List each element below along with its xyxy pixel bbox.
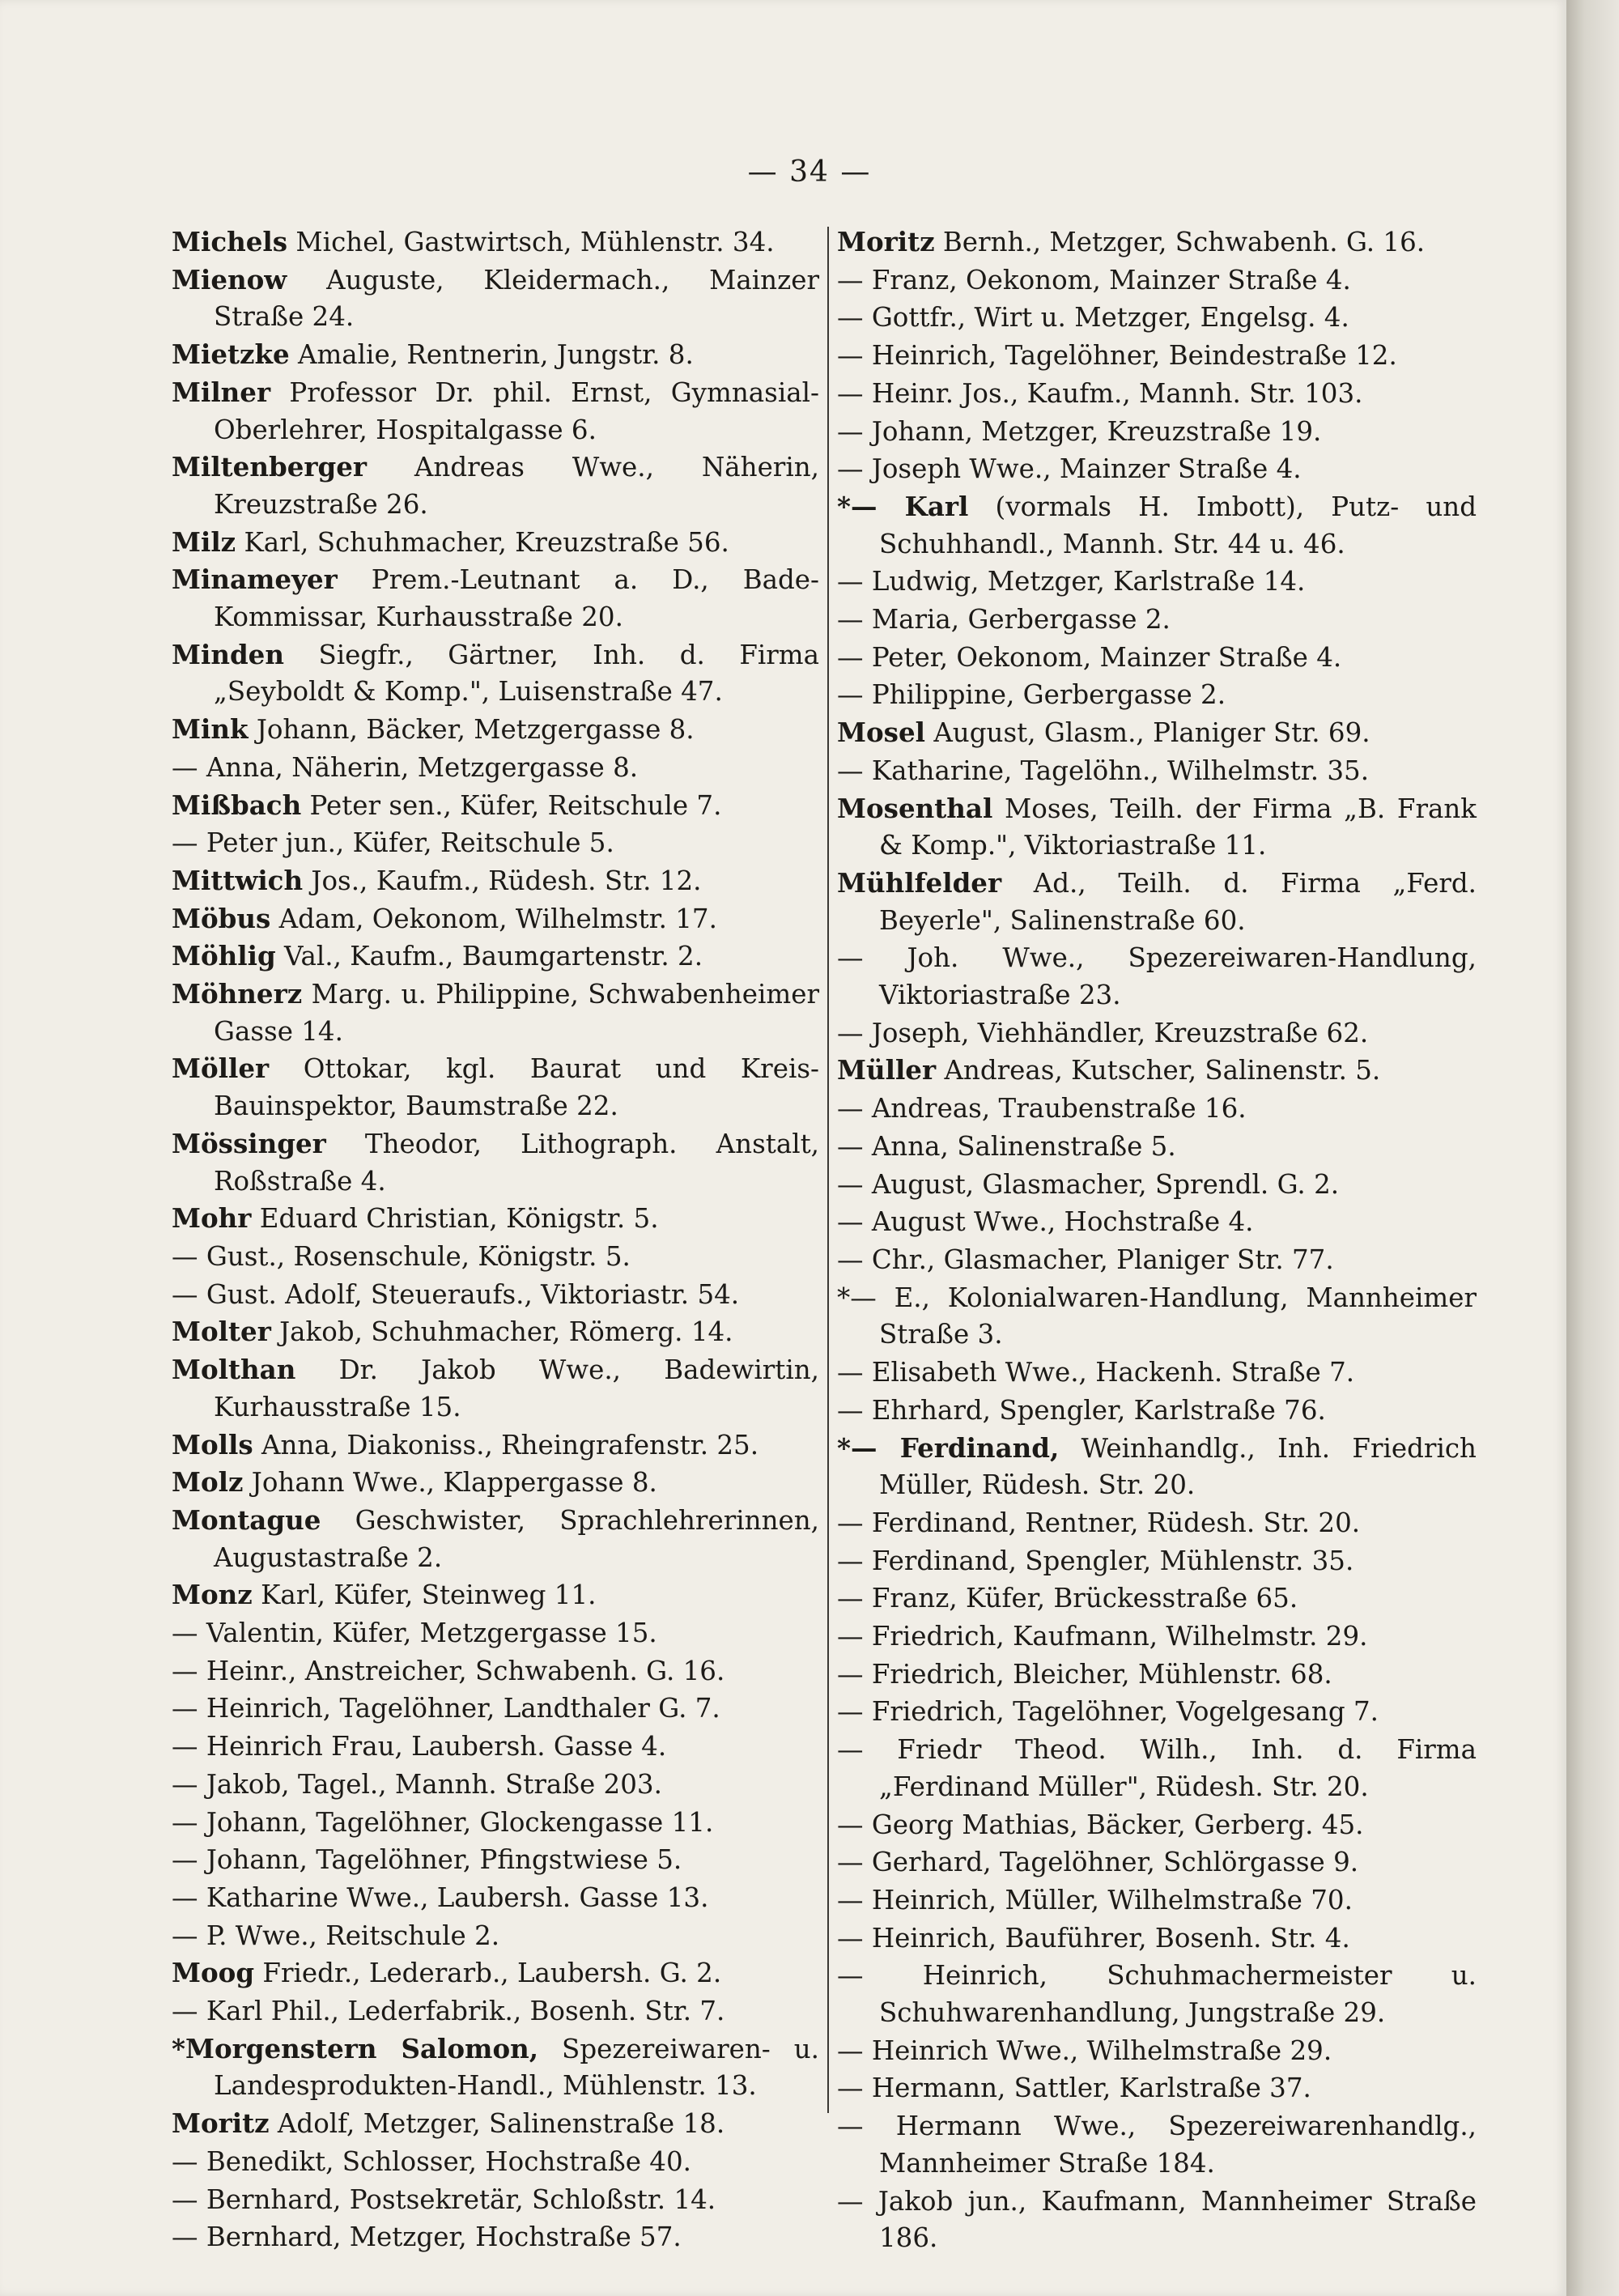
entry-details: Jakob, Schuhmacher, Römerg. 14.: [270, 1316, 733, 1348]
page-edge: [1566, 0, 1619, 2296]
entry-details: — Peter jun., Küfer, Reitschule 5.: [172, 827, 614, 859]
directory-entry: [172, 900, 819, 938]
directory-entry: [837, 1920, 1477, 1958]
entry-details: Andreas, Kutscher, Salinenstr. 5.: [936, 1055, 1381, 1086]
directory-entry: [837, 223, 1477, 261]
directory-entry: [837, 450, 1477, 488]
directory-entry: [837, 1618, 1477, 1656]
directory-entry: [172, 1766, 819, 1804]
directory-entry: [172, 976, 819, 1050]
entry-details: — Anna, Näherin, Metzgergasse 8.: [172, 751, 639, 783]
directory-entry: [172, 1351, 819, 1426]
entry-details: — Heinrich, Tagelöhner, Landthaler G. 7.: [172, 1693, 720, 1724]
entry-surname: Milner: [172, 376, 271, 408]
directory-entry: [837, 1052, 1477, 1090]
directory-entry: [837, 1693, 1477, 1731]
entry-details: — Gust. Adolf, Steueraufs., Viktoriastr. 54.: [172, 1278, 740, 1310]
entry-details: — Katharine Wwe., Laubersh. Gasse 13.: [172, 1881, 709, 1913]
entry-details: — Ferdinand, Spengler, Mühlenstr. 35.: [837, 1545, 1354, 1576]
directory-entry: [172, 1728, 819, 1766]
directory-entry: [172, 2143, 819, 2181]
entry-details: — Heinrich Wwe., Wilhelmstraße 29.: [837, 2035, 1332, 2066]
directory-entry: [172, 1576, 819, 1614]
entry-details: — Joseph, Viehhändler, Kreuzstraße 62.: [837, 1017, 1369, 1048]
directory-entry: [172, 1690, 819, 1728]
entry-details: Moses, Teilh. der Firma „B. Frank & Komp.", Viktoriastraße 11.: [879, 793, 1477, 861]
directory-entry: [837, 790, 1477, 865]
directory-entry: [172, 561, 819, 636]
entry-details: — Joseph Wwe., Mainzer Straße 4.: [837, 453, 1302, 485]
entry-details: — Karl Phil., Lederfabrik., Bosenh. Str. 7.: [172, 1996, 725, 2027]
directory-entry: [837, 1014, 1477, 1052]
entry-surname: *— Karl: [837, 490, 969, 522]
entry-details: Ottokar, kgl. Baurat und Kreis-Bauinspektor, Baumstraße 22.: [214, 1053, 819, 1122]
entry-surname: Moritz: [172, 2107, 270, 2140]
entry-details: — Andreas, Traubenstraße 16.: [837, 1093, 1247, 1125]
entry-details: — Heinrich, Müller, Wilhelmstraße 70.: [837, 1884, 1353, 1915]
directory-entry: [837, 1203, 1477, 1241]
entry-details: — Hermann Wwe., Spezereiwarenhandlg., Mannheimer Straße 184.: [837, 2111, 1477, 2179]
entry-details: — Bernhard, Postsekretär, Schloßstr. 14.: [172, 2183, 716, 2215]
entry-details: — Heinrich, Tagelöhner, Beindestraße 12.: [837, 340, 1397, 372]
directory-entry: [172, 261, 819, 336]
entry-details: — August Wwe., Hochstraße 4.: [837, 1206, 1254, 1238]
entry-details: — Maria, Gerbergasse 2.: [837, 604, 1171, 636]
entry-details: — Jakob jun., Kaufmann, Mannheimer Straße 186.: [837, 2185, 1477, 2254]
directory-entry: [837, 1504, 1477, 1542]
entry-details: — Johann, Tagelöhner, Glockengasse 11.: [172, 1806, 714, 1838]
entry-details: — Chr., Glasmacher, Planiger Str. 77.: [837, 1244, 1334, 1275]
entry-details: — Heinrich, Schuhmachermeister u. Schuhwarenhandlung, Jungstraße 29.: [837, 1960, 1477, 2029]
entry-details: Geschwister, Sprachlehrerinnen, Augustastraße 2.: [214, 1504, 819, 1573]
entry-details: Karl, Schuhmacher, Kreuzstraße 56.: [236, 526, 729, 558]
directory-entry: [172, 749, 819, 787]
entry-details: Prem.-Leutnant a. D., Bade-Kommissar, Kurhausstraße 20.: [214, 564, 819, 633]
entry-surname: *Morgenstern Salomon,: [172, 2032, 539, 2064]
directory-entry: [837, 488, 1477, 563]
entry-details: — Joh. Wwe., Spezereiwaren-Handlung, Viktoriastraße 23.: [837, 942, 1477, 1011]
entry-surname: Moritz: [837, 226, 935, 257]
left-column: [172, 223, 819, 2256]
entry-details: — Heinrich Frau, Laubersh. Gasse 4.: [172, 1731, 667, 1762]
entry-details: Michel, Gastwirtsch, Mühlenstr. 34.: [287, 227, 775, 257]
entry-surname: Montague: [172, 1503, 321, 1536]
entry-surname: Miltenberger: [172, 451, 368, 483]
directory-entry: [172, 1804, 819, 1842]
directory-entry: [172, 2105, 819, 2143]
directory-entry: [172, 524, 819, 562]
entry-details: Amalie, Rentnerin, Jungstr. 8.: [289, 339, 694, 371]
entry-details: — Ludwig, Metzger, Karlstraße 14.: [837, 566, 1306, 597]
directory-entry: [172, 1652, 819, 1690]
directory-entry: [837, 1128, 1477, 1166]
right-column: [837, 223, 1477, 2257]
entry-details: Weinhandlg., Inh. Friedrich Müller, Rüdesh. Str. 20.: [879, 1432, 1477, 1501]
directory-entry: [837, 1806, 1477, 1844]
entry-details: Eduard Christian, Königstr. 5.: [251, 1203, 659, 1235]
entry-details: — Ehrhard, Spengler, Karlstraße 76.: [837, 1394, 1326, 1426]
entry-details: August, Glasm., Planiger Str. 69.: [924, 717, 1370, 749]
entry-details: Karl, Küfer, Steinweg 11.: [252, 1580, 597, 1611]
entry-details: — Peter, Oekonom, Mainzer Straße 4.: [837, 641, 1342, 673]
page-number: — 34 —: [747, 155, 872, 189]
entry-surname: Möller: [172, 1052, 270, 1085]
directory-entry: [837, 939, 1477, 1014]
directory-entry: [837, 2032, 1477, 2070]
directory-entry: [172, 636, 819, 711]
directory-entry: [172, 374, 819, 449]
directory-entry: [837, 1241, 1477, 1279]
entry-surname: Müller: [837, 1054, 937, 1086]
entry-details: — Johann, Metzger, Kreuzstraße 19.: [837, 415, 1322, 447]
directory-entry: [837, 563, 1477, 601]
directory-entry: [172, 1200, 819, 1238]
directory-entry: [837, 261, 1477, 300]
directory-entry: [837, 2069, 1477, 2107]
entry-details: Auguste, Kleidermach., Mainzer Straße 24.: [214, 264, 819, 333]
directory-entry: [172, 824, 819, 862]
entry-details: — Heinr., Anstreicher, Schwabenh. G. 16.: [172, 1655, 725, 1686]
directory-entry: [172, 2181, 819, 2219]
directory-entry: [837, 1430, 1477, 1504]
directory-entry: [837, 1090, 1477, 1128]
directory-entry: [837, 1166, 1477, 1204]
directory-entry: [837, 1580, 1477, 1618]
entry-details: — Katharine, Tagelöhn., Wilhelmstr. 35.: [837, 755, 1370, 786]
directory-entry: [172, 1992, 819, 2030]
entry-details: — Franz, Küfer, Brückesstraße 65.: [837, 1583, 1298, 1614]
entry-surname: Mienow: [172, 263, 287, 296]
entry-surname: Moog: [172, 1957, 255, 1989]
directory-entry: [837, 1731, 1477, 1805]
entry-surname: Mühlfelder: [837, 866, 1002, 899]
directory-entry: [837, 2183, 1477, 2257]
entry-surname: Monz: [172, 1579, 253, 1611]
directory-entry: [837, 676, 1477, 714]
entry-details: — Philippine, Gerbergasse 2.: [837, 679, 1226, 711]
directory-entry: [837, 1843, 1477, 1881]
directory-entry: [172, 1879, 819, 1917]
entry-details: Peter sen., Küfer, Reitschule 7.: [301, 789, 722, 821]
entry-details: Marg. u. Philippine, Schwabenheimer Gasse 14.: [214, 979, 819, 1047]
entry-surname: Milz: [172, 525, 236, 558]
directory-entry: [172, 1125, 819, 1200]
directory-entry: [172, 1238, 819, 1276]
directory-entry: [837, 752, 1477, 790]
directory-entry: [172, 1502, 819, 1576]
directory-entry: [837, 1656, 1477, 1694]
entry-details: — Friedrich, Kaufmann, Wilhelmstr. 29.: [837, 1621, 1368, 1652]
entry-details: Friedr., Lederarb., Laubersh. G. 2.: [254, 1958, 722, 1989]
entry-details: Ad., Teilh. d. Firma „Ferd. Beyerle", Salinenstraße 60.: [879, 867, 1477, 936]
entry-details: Andreas Wwe., Näherin, Kreuzstraße 26.: [214, 452, 819, 520]
entry-surname: Mink: [172, 713, 249, 746]
entry-details: — Johann, Tagelöhner, Pfingstwiese 5.: [172, 1844, 682, 1876]
entry-details: — Jakob, Tagel., Mannh. Straße 203.: [172, 1768, 662, 1800]
entry-surname: Möhnerz: [172, 978, 303, 1010]
entry-surname: Molz: [172, 1466, 244, 1499]
directory-entry: [172, 711, 819, 749]
directory-entry: [837, 601, 1477, 639]
directory-entry: [172, 449, 819, 523]
directory-entry: [172, 336, 819, 374]
directory-entry: [837, 865, 1477, 939]
directory-entry: [172, 1954, 819, 1992]
directory-entry: [172, 938, 819, 976]
entry-details: Dr. Jakob Wwe., Badewirtin, Kurhausstraße 15.: [214, 1354, 819, 1422]
entry-surname: Mohr: [172, 1202, 252, 1235]
directory-entry: [172, 1841, 819, 1879]
directory-entry: [172, 862, 819, 900]
entry-details: — Georg Mathias, Bäcker, Gerberg. 45.: [837, 1809, 1364, 1840]
directory-entry: [837, 1957, 1477, 2031]
entry-details: *— E., Kolonialwaren-Handlung, Mannheimer Straße 3.: [837, 1282, 1477, 1350]
directory-entry: [172, 1614, 819, 1652]
directory-entry: [837, 375, 1477, 413]
directory-entry: [837, 1354, 1477, 1392]
directory-entry: [837, 1392, 1477, 1430]
entry-details: (vormals H. Imbott), Putz- und Schuhhandl., Mannh. Str. 44 u. 46.: [879, 491, 1477, 559]
entry-details: — Heinr. Jos., Kaufm., Mannh. Str. 103.: [837, 377, 1363, 409]
entry-surname: Minameyer: [172, 563, 338, 596]
entry-surname: Mittwich: [172, 864, 304, 896]
directory-entry: [837, 639, 1477, 677]
directory-entry: [837, 299, 1477, 337]
directory-entry: [172, 2030, 819, 2105]
entry-details: — August, Glasmacher, Sprendl. G. 2.: [837, 1168, 1340, 1200]
entry-surname: Minden: [172, 638, 284, 670]
entry-surname: Möhlig: [172, 940, 276, 972]
entry-details: Johann, Bäcker, Metzgergasse 8.: [248, 714, 695, 746]
entry-details: Johann Wwe., Klappergasse 8.: [243, 1467, 657, 1499]
entry-details: — Friedrich, Tagelöhner, Vogelgesang 7.: [837, 1696, 1379, 1728]
entry-details: — Anna, Salinenstraße 5.: [837, 1130, 1176, 1162]
entry-surname: Mosel: [837, 716, 925, 749]
directory-entry: [837, 1542, 1477, 1580]
entry-surname: Michels: [172, 226, 288, 257]
directory-entry: [837, 1881, 1477, 1920]
directory-entry: [172, 223, 819, 261]
entry-surname: Mißbach: [172, 789, 302, 821]
entry-details: — Gerhard, Tagelöhner, Schlörgasse 9.: [837, 1847, 1359, 1878]
entry-details: — Benedikt, Schlosser, Hochstraße 40.: [172, 2145, 691, 2177]
entry-details: — Hermann, Sattler, Karlstraße 37.: [837, 2073, 1311, 2104]
entry-surname: Möbus: [172, 902, 271, 934]
entry-details: — Friedr Theod. Wilh., Inh. d. Firma „Ferdinand Müller", Rüdesh. Str. 20.: [837, 1734, 1477, 1802]
entry-surname: Molthan: [172, 1354, 296, 1386]
entry-surname: Molls: [172, 1428, 253, 1461]
entry-details: — Ferdinand, Rentner, Rüdesh. Str. 20.: [837, 1507, 1361, 1538]
directory-entry: [837, 413, 1477, 451]
entry-details: — Friedrich, Bleicher, Mühlenstr. 68.: [837, 1658, 1332, 1690]
entry-details: Professor Dr. phil. Ernst, Gymnasial-Oberlehrer, Hospitalgasse 6.: [214, 376, 819, 445]
entry-details: Spezereiwaren- u. Landesprodukten-Handl., Mühlenstr. 13.: [214, 2033, 820, 2102]
entry-details: Val., Kaufm., Baumgartenstr. 2.: [275, 941, 703, 972]
directory-entry: [172, 1464, 819, 1502]
entry-details: — Heinrich, Bauführer, Bosenh. Str. 4.: [837, 1922, 1350, 1954]
directory-entry: [172, 1050, 819, 1125]
entry-surname: Mietzke: [172, 338, 290, 371]
entry-details: — Gottfr., Wirt u. Metzger, Engelsg. 4.: [837, 302, 1349, 334]
directory-entry: [172, 1917, 819, 1955]
entry-details: — Elisabeth Wwe., Hackenh. Straße 7.: [837, 1357, 1355, 1388]
directory-entry: [837, 714, 1477, 752]
entry-details: Anna, Diakoniss., Rheingrafenstr. 25.: [253, 1429, 759, 1461]
entry-details: — Valentin, Küfer, Metzgergasse 15.: [172, 1618, 657, 1649]
directory-entry: [172, 2218, 819, 2256]
entry-surname: Mosenthal: [837, 792, 993, 824]
entry-details: Theodor, Lithograph. Anstalt, Roßstraße 4.: [214, 1128, 819, 1197]
entry-surname: *— Ferdinand,: [837, 1431, 1060, 1464]
entry-details: — Bernhard, Metzger, Hochstraße 57.: [172, 2222, 682, 2253]
directory-entry: [172, 1276, 819, 1314]
directory-entry: [837, 1279, 1477, 1354]
entry-surname: Mössinger: [172, 1127, 326, 1159]
entry-details: — Gust., Rosenschule, Königstr. 5.: [172, 1240, 631, 1272]
entry-surname: Molter: [172, 1316, 271, 1348]
entry-details: Adolf, Metzger, Salinenstraße 18.: [269, 2108, 725, 2140]
entry-details: Siegfr., Gärtner, Inh. d. Firma „Seyboldt & Komp.", Luisenstraße 47.: [214, 639, 819, 708]
directory-entry: [172, 1313, 819, 1351]
entry-details: — Franz, Oekonom, Mainzer Straße 4.: [837, 264, 1351, 296]
entry-details: — P. Wwe., Reitschule 2.: [172, 1920, 500, 1951]
directory-entry: [837, 337, 1477, 375]
entry-details: Adam, Oekonom, Wilhelmstr. 17.: [270, 903, 717, 934]
entry-details: Bernh., Metzger, Schwabenh. G. 16.: [934, 227, 1426, 257]
entry-details: Jos., Kaufm., Rüdesh. Str. 12.: [303, 865, 702, 896]
directory-entry: [172, 1426, 819, 1465]
directory-entry: [837, 2107, 1477, 2182]
directory-entry: [172, 787, 819, 825]
column-divider: [827, 227, 829, 2113]
